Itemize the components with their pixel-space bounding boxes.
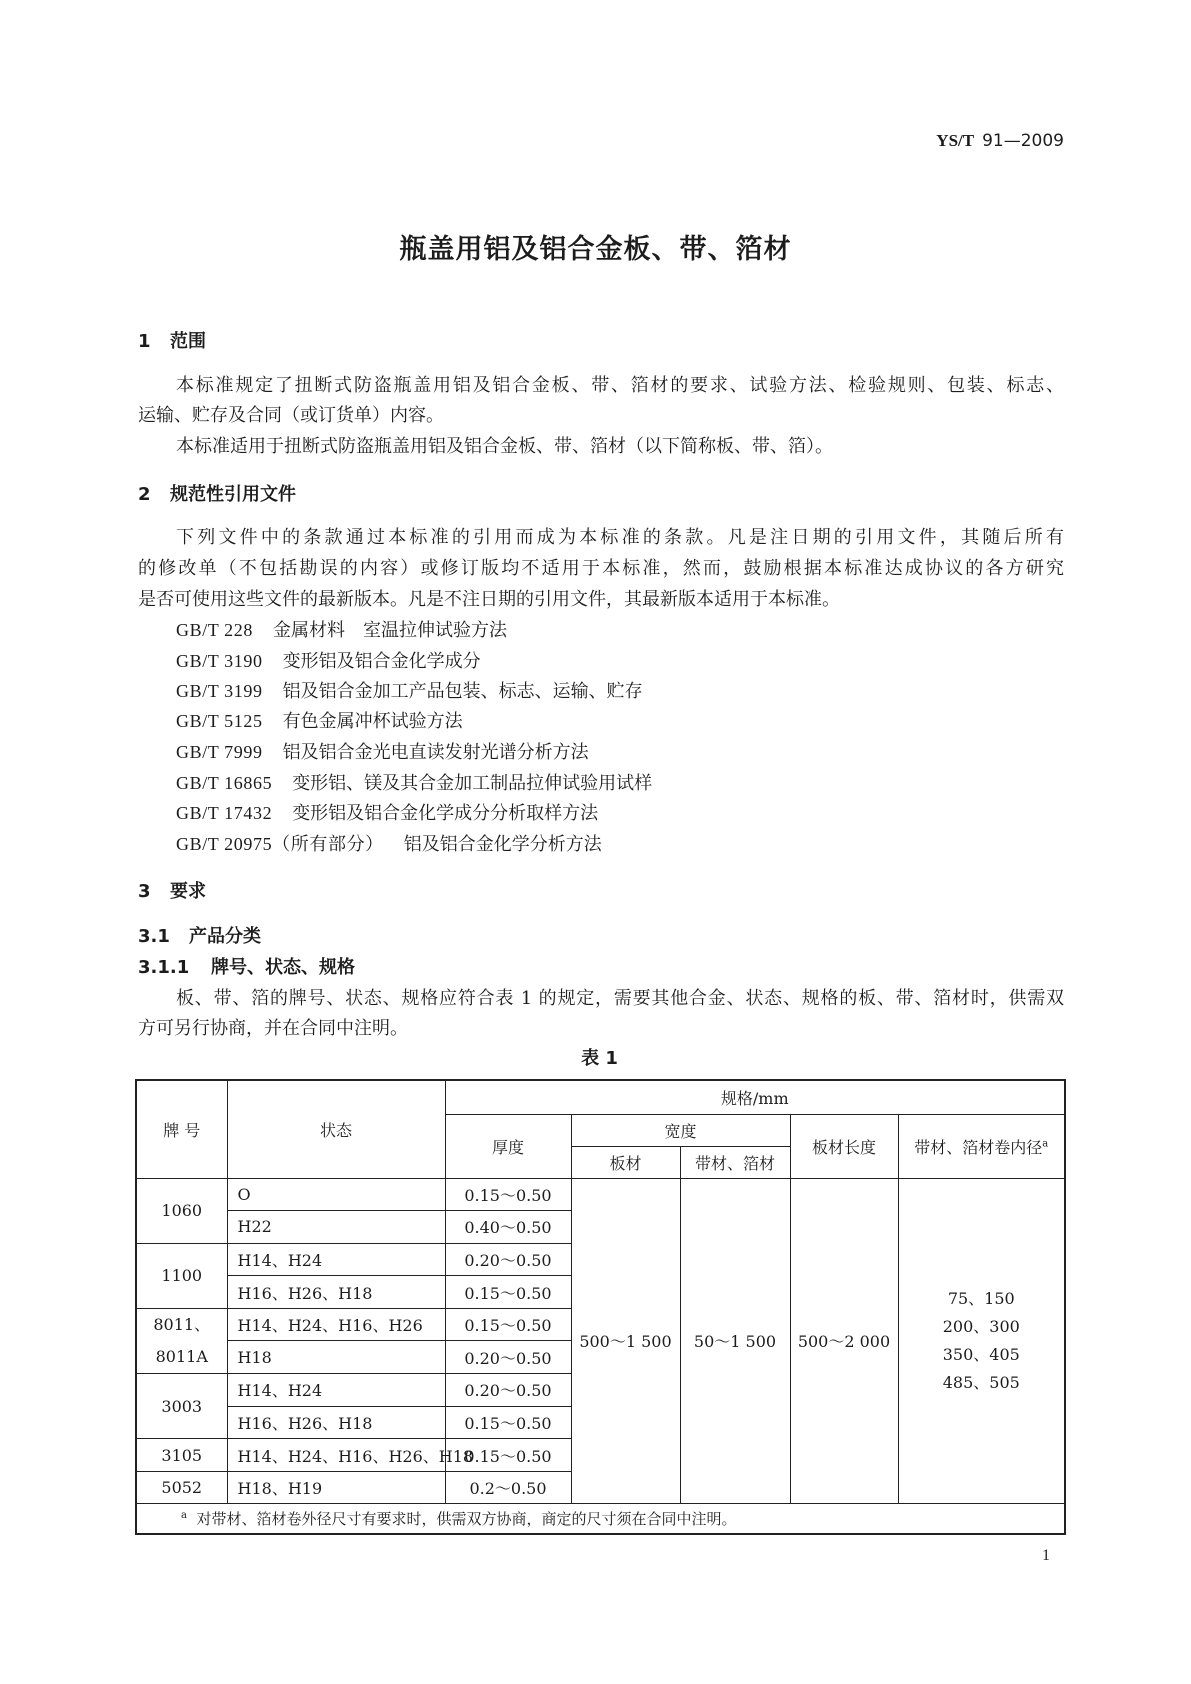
reference-item	[176, 615, 507, 646]
reference-item	[176, 829, 602, 860]
cell-temper: H14、H24、H16、H26、H18	[227, 1439, 445, 1472]
cell-grade: 3105	[136, 1439, 227, 1472]
footnote-mark: a	[1042, 1138, 1049, 1150]
section-number: 3.1	[138, 926, 170, 947]
cell-thickness: 0.40～0.50	[445, 1211, 571, 1244]
paragraph-line: 下列文件中的条款通过本标准的引用而成为本标准的条款。凡是注日期的引用文件，其随后所有	[176, 527, 1064, 548]
cell-temper: O	[227, 1178, 445, 1211]
reference-item	[176, 676, 643, 707]
document-title: 瓶盖用铝及铝合金板、带、箔材	[399, 234, 792, 265]
paragraph-line: 运输、贮存及合同（或订货单）内容。	[138, 405, 444, 426]
reference-title: 有色金属冲杯试验方法	[282, 711, 463, 732]
cell-strip-foil-width: 50～1 500	[680, 1178, 790, 1504]
section-title: 规范性引用文件	[170, 484, 296, 505]
header-temper: 状态	[227, 1080, 445, 1178]
header-strip-foil-width: 带材、箔材	[680, 1146, 790, 1178]
standard-code: 91—2009	[982, 131, 1064, 151]
cell-plate-width: 500～1 500	[571, 1178, 680, 1504]
table-row	[136, 1178, 1065, 1211]
paragraph-line: 本标准适用于扭断式防盗瓶盖用铝及铝合金板、带、箔材（以下简称板、带、箔）。	[176, 436, 833, 457]
section-heading-product-classification	[138, 921, 261, 952]
table-header-row	[136, 1080, 1065, 1114]
grade-line: 8011A	[155, 1346, 208, 1366]
reference-code: GB/T 228	[176, 620, 253, 640]
section-number: 1	[138, 331, 151, 352]
reference-code: GB/T 20975（所有部分）	[176, 834, 384, 854]
section-title: 范围	[170, 331, 206, 352]
header-spec: 规格/mm	[445, 1080, 1065, 1114]
cell-thickness: 0.15～0.50	[445, 1406, 571, 1439]
section-title: 要求	[170, 881, 206, 902]
header-grade: 牌 号	[136, 1080, 227, 1178]
section-number: 3	[138, 881, 151, 902]
cell-grade	[136, 1308, 227, 1373]
cell-thickness: 0.20～0.50	[445, 1374, 571, 1407]
cell-thickness: 0.20～0.50	[445, 1243, 571, 1276]
reference-title: 铝及铝合金化学分析方法	[403, 834, 602, 855]
cell-grade: 1060	[136, 1178, 227, 1243]
section-heading-requirements	[138, 876, 206, 907]
header-coil-inner-diameter	[898, 1114, 1065, 1178]
cell-thickness: 0.15～0.50	[445, 1178, 571, 1211]
section-title: 牌号、状态、规格	[211, 957, 355, 978]
standard-prefix: YS/T	[936, 131, 975, 150]
footnote-mark: a	[181, 1510, 187, 1522]
reference-title: 金属材料 室温拉伸试验方法	[272, 620, 507, 641]
cell-plate-length: 500～2 000	[790, 1178, 898, 1504]
header-plate-length: 板材长度	[790, 1114, 898, 1178]
coil-diameter-value: 485、505	[942, 1372, 1020, 1392]
reference-code: GB/T 3199	[176, 681, 263, 701]
table-caption: 表 1	[581, 1048, 618, 1069]
cell-thickness: 0.15～0.50	[445, 1308, 571, 1341]
spec-table	[135, 1079, 1066, 1535]
table-footnote	[136, 1504, 1065, 1534]
reference-code: GB/T 5125	[176, 711, 263, 731]
paragraph-line: 是否可使用这些文件的最新版本。凡是不注日期的引用文件，其最新版本适用于本标准。	[138, 589, 840, 610]
section-heading-scope	[138, 326, 206, 357]
section-heading-grade-temper-size	[138, 952, 355, 983]
reference-item	[176, 737, 589, 768]
cell-temper: H14、H24	[227, 1243, 445, 1276]
paragraph-line: 本标准规定了扭断式防盗瓶盖用铝及铝合金板、带、箔材的要求、试验方法、检验规则、包装、标志、	[176, 375, 1064, 396]
reference-code: GB/T 16865	[176, 773, 273, 793]
page-number: 1	[1042, 1547, 1050, 1564]
reference-code: GB/T 17432	[176, 803, 273, 823]
cell-thickness: 0.20～0.50	[445, 1341, 571, 1374]
reference-title: 变形铝及铝合金化学成分分析取样方法	[292, 803, 599, 824]
reference-title: 铝及铝合金加工产品包装、标志、运输、贮存	[282, 681, 643, 702]
coil-diameter-value: 200、300	[942, 1316, 1020, 1336]
cell-coil-inner-diameter	[898, 1178, 1065, 1504]
cell-grade: 1100	[136, 1243, 227, 1308]
paragraph-line: 板、带、箔的牌号、状态、规格应符合表 1 的规定，需要其他合金、状态、规格的板、带、箔材时，供需双	[176, 988, 1064, 1009]
header-plate-width: 板材	[571, 1146, 680, 1178]
cell-thickness: 0.2～0.50	[445, 1471, 571, 1504]
cell-temper: H22	[227, 1211, 445, 1244]
paragraph-line: 方可另行协商，并在合同中注明。	[138, 1018, 408, 1039]
reference-code: GB/T 3190	[176, 651, 263, 671]
cell-thickness: 0.15～0.50	[445, 1276, 571, 1309]
table-footnote-row	[136, 1504, 1065, 1534]
reference-item	[176, 768, 652, 799]
cell-temper: H14、H24	[227, 1374, 445, 1407]
coil-diameter-value: 350、405	[942, 1344, 1020, 1364]
section-title: 产品分类	[189, 926, 261, 947]
reference-code: GB/T 7999	[176, 742, 263, 762]
reference-title: 变形铝、镁及其合金加工制品拉伸试验用试样	[292, 773, 653, 794]
footnote-text: 对带材、箔材卷外径尺寸有要求时，供需双方协商，商定的尺寸须在合同中注明。	[196, 1510, 737, 1529]
cell-temper: H16、H26、H18	[227, 1406, 445, 1439]
reference-title: 铝及铝合金光电直读发射光谱分析方法	[282, 742, 589, 763]
reference-item	[176, 798, 598, 829]
section-number: 3.1.1	[138, 957, 190, 978]
header-thickness: 厚度	[445, 1114, 571, 1178]
standard-number	[936, 125, 1064, 156]
cell-temper: H18	[227, 1341, 445, 1374]
cell-grade: 5052	[136, 1471, 227, 1504]
cell-temper: H18、H19	[227, 1471, 445, 1504]
cell-grade: 3003	[136, 1374, 227, 1439]
cell-thickness: 0.15～0.50	[445, 1439, 571, 1472]
reference-title: 变形铝及铝合金化学成分	[282, 651, 481, 672]
coil-diameter-value: 75、150	[947, 1288, 1015, 1308]
cell-temper: H14、H24、H16、H26	[227, 1308, 445, 1341]
header-width: 宽度	[571, 1114, 790, 1146]
section-heading-normative-references	[138, 479, 296, 510]
cell-temper: H16、H26、H18	[227, 1276, 445, 1309]
header-coil-inner-diameter-label: 带材、箔材卷内径	[914, 1137, 1043, 1157]
reference-item	[176, 646, 481, 677]
reference-item	[176, 706, 463, 737]
paragraph-line: 的修改单（不包括勘误的内容）或修订版均不适用于本标准，然而，鼓励根据本标准达成协议的各方研究	[138, 558, 1064, 579]
grade-line: 8011、	[153, 1314, 211, 1334]
section-number: 2	[138, 484, 151, 505]
